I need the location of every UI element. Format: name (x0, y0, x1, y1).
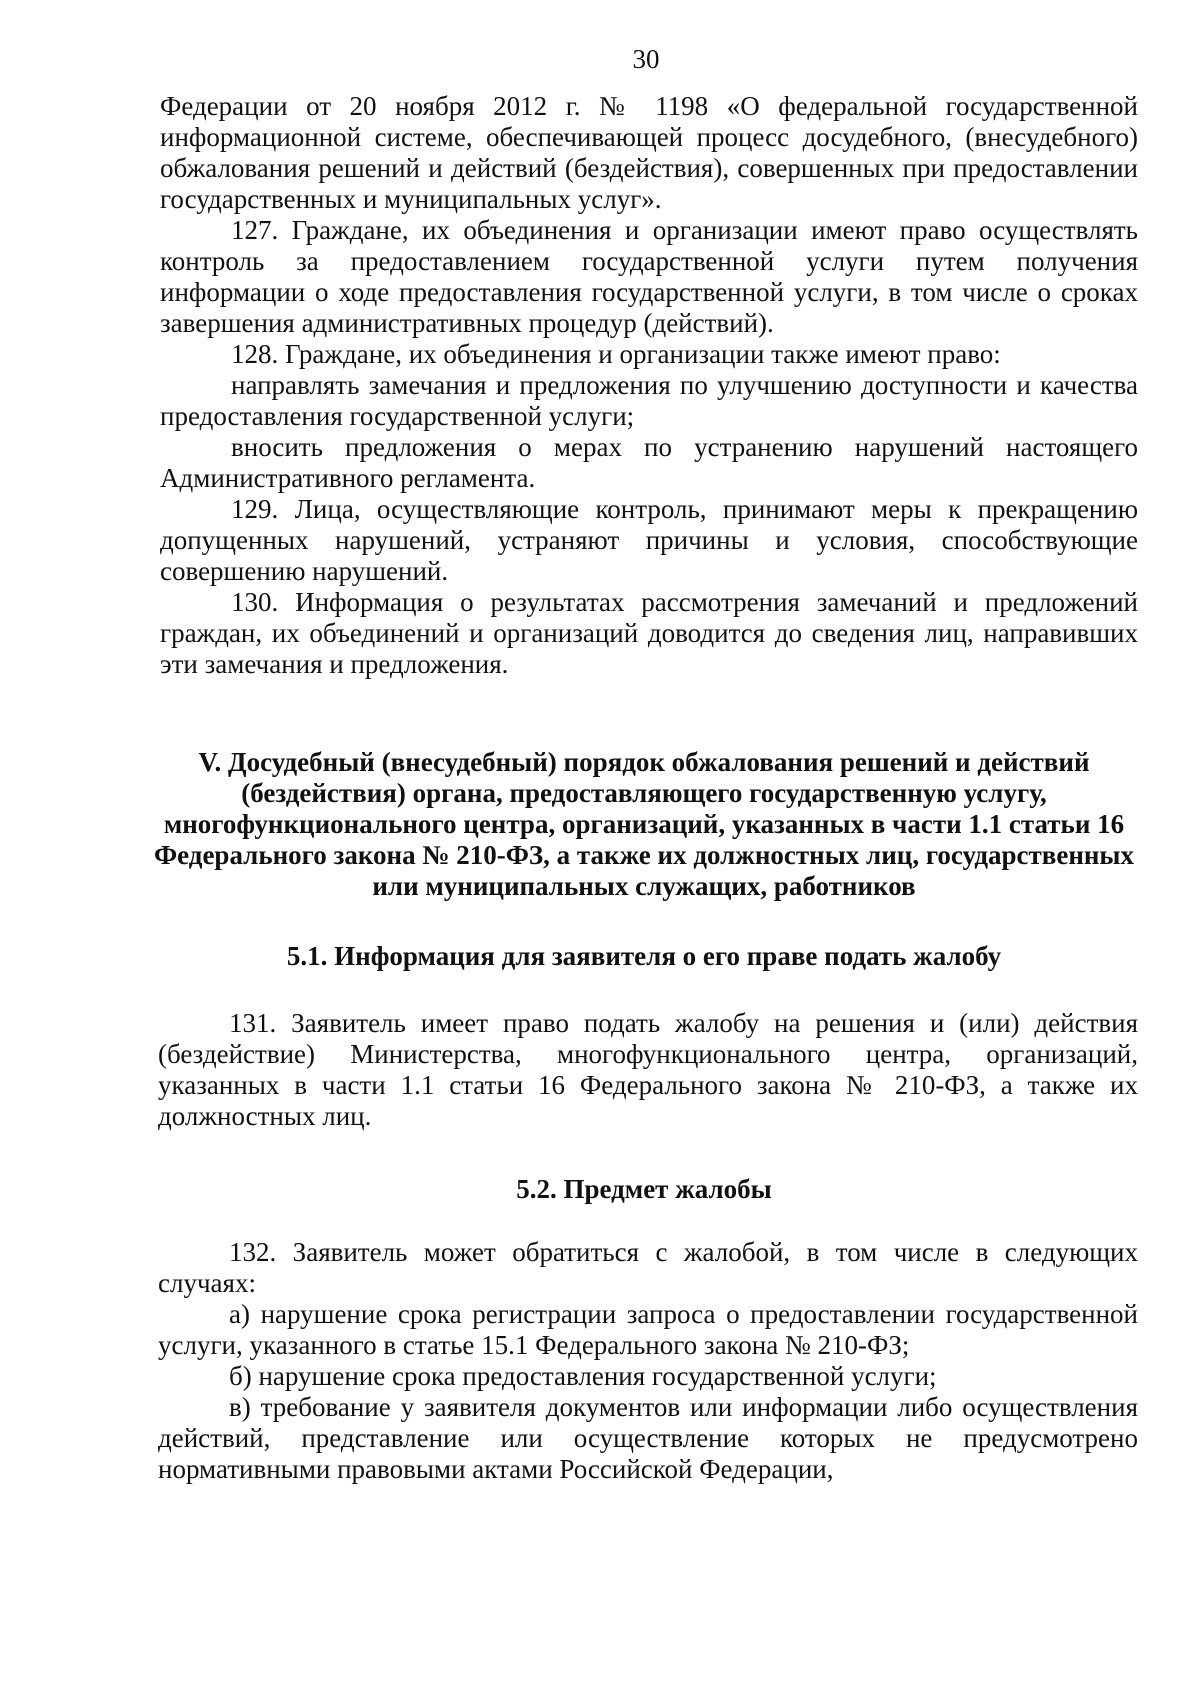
paragraph-continuation: Федерации от 20 ноября 2012 г. № 1198 «О федеральной государственной информационной системе, обеспечивающей процесс досудебного, (внесудебного) обжалования решений и действий (бездействия), совершенных при предоставлении государственных и муниципальных услуг». (160, 91, 1138, 214)
paragraph-127: 127. Граждане, их объединения и организации имеют право осуществлять контроль за предоставлением государственной услуги путем получения информации о ходе предоставления государственной услуги, в том числе о сроках завершения административных процедур (действий). (160, 215, 1138, 338)
paragraph-131-block (158, 1008, 1138, 1132)
paragraph-132-block (158, 1237, 1138, 1485)
paragraph-132: 132. Заявитель может обратиться с жалобой, в том числе в следующих случаях: (158, 1237, 1138, 1298)
paragraph-128-item-1: направлять замечания и предложения по улучшению доступности и качества предоставления государственной услуги; (160, 370, 1138, 431)
paragraph-129: 129. Лица, осуществляющие контроль, принимают меры к прекращению допущенных нарушений, устраняют причины и условия, способствующие совершению нарушений. (160, 494, 1138, 586)
section-5-1-heading-block (150, 941, 1138, 972)
paragraph-131: 131. Заявитель имеет право подать жалобу на решения и (или) действия (бездействие) Министерства, многофункционального центра, организаций, указанных в части 1.1 статьи 16 Федерального закона № 210-ФЗ, а также их должностных лиц. (158, 1008, 1138, 1131)
section-v-heading-block (150, 747, 1138, 902)
section-5-2-heading: 5.2. Предмет жалобы (516, 1174, 772, 1204)
section-5-2-heading-block (150, 1174, 1138, 1205)
top-text-block (160, 91, 1138, 680)
page-number: 30 (632, 44, 660, 74)
section-v-heading: V. Досудебный (внесудебный) порядок обжалования решений и действий (бездействия) органа, предоставляющего государственную услугу, многофункционального центра, организаций, указанных в части 1.1 статьи 16 Федерального закона № 210-ФЗ, а также их должностных лиц, государственных или муниципальных служащих, работников (153, 747, 1135, 901)
paragraph-130: 130. Информация о результатах рассмотрения замечаний и предложений граждан, их объединений и организаций доводится до сведения лиц, направивших эти замечания и предложения. (160, 587, 1138, 679)
paragraph-128-item-2: вносить предложения о мерах по устранению нарушений настоящего Административного регламента. (160, 432, 1138, 493)
paragraph-132-item-a: а) нарушение срока регистрации запроса о предоставлении государственной услуги, указанного в статье 15.1 Федерального закона № 210-ФЗ; (158, 1299, 1138, 1360)
paragraph-132-item-v: в) требование у заявителя документов или информации либо осуществления действий, представление или осуществление которых не предусмотрено нормативными правовыми актами Российской Федерации, (158, 1392, 1138, 1484)
paragraph-128: 128. Граждане, их объединения и организации также имеют право: (231, 339, 1001, 369)
paragraph-132-item-b: б) нарушение срока предоставления государственной услуги; (229, 1361, 937, 1391)
section-5-1-heading: 5.1. Информация для заявителя о его праве подать жалобу (286, 941, 1002, 971)
